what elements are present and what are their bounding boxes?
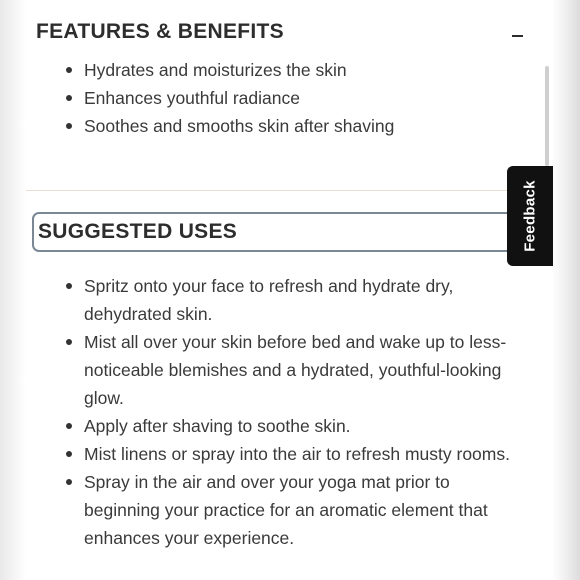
- list-item: [26, 468, 536, 552]
- section-divider: [26, 190, 552, 191]
- use-text-line: glow.: [84, 388, 124, 408]
- feature-text: Hydrates and moisturizes the skin: [84, 60, 347, 80]
- minus-icon[interactable]: [508, 16, 528, 48]
- list-item: [26, 84, 536, 112]
- bullet-icon: [66, 451, 72, 457]
- list-item: [26, 412, 536, 440]
- use-text-line: Spray in the air and over your yoga mat prior to: [84, 472, 450, 492]
- minus-icon-bar: [512, 35, 523, 37]
- suggested-uses-title: SUGGESTED USES: [38, 220, 238, 243]
- list-item: [26, 56, 536, 84]
- bullet-icon: [66, 67, 72, 73]
- bullet-icon: [66, 283, 72, 289]
- features-title: FEATURES & BENEFITS: [36, 20, 284, 43]
- list-item: [26, 440, 536, 468]
- use-text-line: noticeable blemishes and a hydrated, youthful-looking: [84, 360, 502, 380]
- use-text-line: dehydrated skin.: [84, 304, 213, 324]
- use-text-line: beginning your practice for an aromatic element that: [84, 500, 488, 520]
- product-details-panel: [26, 0, 552, 580]
- bullet-icon: [66, 479, 72, 485]
- bullet-icon: [66, 95, 72, 101]
- use-text-line: Apply after shaving to soothe skin.: [84, 416, 351, 436]
- bullet-icon: [66, 423, 72, 429]
- use-text-line: Mist all over your skin before bed and wake up to less-: [84, 332, 507, 352]
- features-accordion-header[interactable]: [36, 16, 536, 48]
- feedback-label: Feedback: [521, 180, 539, 252]
- scrollbar[interactable]: [545, 66, 549, 166]
- right-edge-shadow: [552, 0, 580, 580]
- use-text-line: enhances your experience.: [84, 528, 295, 548]
- feature-text: Enhances youthful radiance: [84, 88, 300, 108]
- feedback-button[interactable]: [507, 166, 553, 266]
- suggested-uses-accordion-header[interactable]: [32, 212, 526, 252]
- list-item: [26, 328, 536, 412]
- bullet-icon: [66, 339, 72, 345]
- use-text-line: Spritz onto your face to refresh and hydrate dry,: [84, 276, 454, 296]
- use-text-line: Mist linens or spray into the air to refresh musty rooms.: [84, 444, 510, 464]
- features-list: [26, 56, 536, 140]
- suggested-uses-list: [26, 272, 536, 552]
- list-item: [26, 272, 536, 328]
- list-item: [26, 112, 536, 140]
- left-edge-shadow: [0, 0, 26, 580]
- bullet-icon: [66, 123, 72, 129]
- feature-text: Soothes and smooths skin after shaving: [84, 116, 395, 136]
